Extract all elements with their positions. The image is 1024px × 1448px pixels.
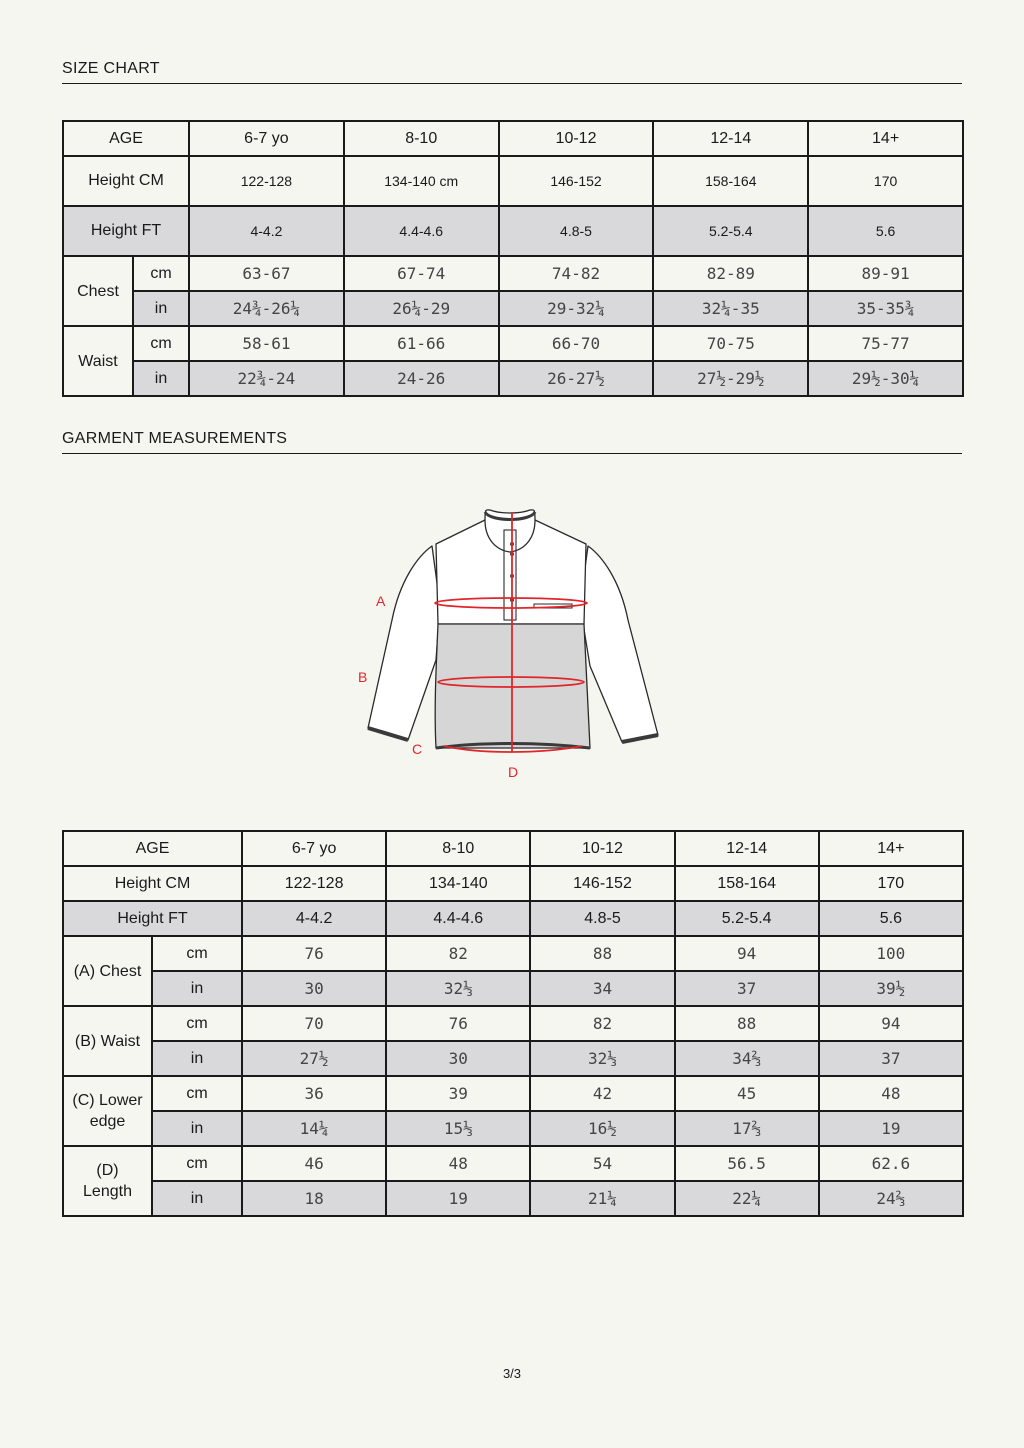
chest-in-cell: 39½ (819, 971, 963, 1006)
chest-cm-cell: 63-67 (189, 256, 344, 291)
length-in-cell: 19 (386, 1181, 530, 1216)
height-cm-cell: 146-152 (499, 156, 654, 206)
height-cm-cell: 122-128 (242, 866, 386, 901)
table-row (63, 1076, 963, 1111)
unit-in: in (152, 1041, 242, 1076)
table-row (63, 156, 963, 206)
waist-in-cell: 27½ (242, 1041, 386, 1076)
height-cm-cell: 158-164 (653, 156, 808, 206)
height-ft-cell: 4.4-4.6 (344, 206, 499, 256)
garment-measurements-table (62, 830, 964, 1217)
height-ft-cell: 4-4.2 (242, 901, 386, 936)
waist-in-cell: 27½-29½ (653, 361, 808, 396)
label-a: A (376, 593, 386, 609)
table-row (63, 206, 963, 256)
table-row (63, 1006, 963, 1041)
waist-cm-cell: 76 (386, 1006, 530, 1041)
lower-edge-label-line1: (C) Lower (72, 1092, 143, 1109)
table-row (63, 936, 963, 971)
age-cell: 10-12 (499, 121, 654, 156)
length-cm-cell: 62.6 (819, 1146, 963, 1181)
waist-in-cell: 26-27½ (499, 361, 654, 396)
table-row (63, 361, 963, 396)
lower-in-cell: 15⅓ (386, 1111, 530, 1146)
table-row (63, 866, 963, 901)
table-row (63, 1181, 963, 1216)
unit-cm: cm (133, 256, 189, 291)
waist-cm-cell: 82 (530, 1006, 674, 1041)
unit-cm: cm (152, 1076, 242, 1111)
waist-in-cell: 32⅓ (530, 1041, 674, 1076)
waist-in-cell: 22¾-24 (189, 361, 344, 396)
height-ft-cell: 4.8-5 (530, 901, 674, 936)
length-cm-cell: 54 (530, 1146, 674, 1181)
waist-cm-cell: 94 (819, 1006, 963, 1041)
chest-in-cell: 34 (530, 971, 674, 1006)
lower-in-cell: 19 (819, 1111, 963, 1146)
chest-in-cell: 35-35¾ (808, 291, 963, 326)
unit-in: in (152, 971, 242, 1006)
age-header: AGE (63, 831, 242, 866)
chest-cm-cell: 67-74 (344, 256, 499, 291)
lower-in-cell: 17⅔ (675, 1111, 819, 1146)
waist-cm-cell: 70 (242, 1006, 386, 1041)
chest-in-cell: 30 (242, 971, 386, 1006)
chest-cm-cell: 76 (242, 936, 386, 971)
waist-cm-cell: 58-61 (189, 326, 344, 361)
length-label-line1: (D) (96, 1162, 119, 1179)
height-cm-cell: 158-164 (675, 866, 819, 901)
table-row (63, 256, 963, 291)
chest-in-cell: 37 (675, 971, 819, 1006)
unit-cm: cm (152, 1146, 242, 1181)
lower-cm-cell: 42 (530, 1076, 674, 1111)
lower-in-cell: 16½ (530, 1111, 674, 1146)
waist-in-cell: 29½-30¼ (808, 361, 963, 396)
table-row (63, 326, 963, 361)
table-row (63, 1111, 963, 1146)
age-cell: 8-10 (344, 121, 499, 156)
waist-cm-cell: 70-75 (653, 326, 808, 361)
length-header (63, 1146, 152, 1216)
table-row (63, 291, 963, 326)
label-b: B (358, 669, 368, 685)
lower-cm-cell: 45 (675, 1076, 819, 1111)
height-cm-cell: 122-128 (189, 156, 344, 206)
waist-cm-cell: 88 (675, 1006, 819, 1041)
page-number: 3/3 (502, 1366, 522, 1381)
table-row (63, 831, 963, 866)
unit-in: in (133, 361, 189, 396)
height-ft-cell: 5.6 (808, 206, 963, 256)
size-chart-title: SIZE CHART (62, 60, 962, 84)
age-header: AGE (63, 121, 189, 156)
height-cm-cell: 170 (808, 156, 963, 206)
unit-in: in (152, 1181, 242, 1216)
chest-in-cell: 32⅓ (386, 971, 530, 1006)
table-row (63, 1146, 963, 1181)
lower-edge-header (63, 1076, 152, 1146)
label-c: C (412, 741, 423, 757)
age-cell: 14+ (819, 831, 963, 866)
age-cell: 12-14 (653, 121, 808, 156)
age-cell: 10-12 (530, 831, 674, 866)
unit-in: in (133, 291, 189, 326)
length-in-cell: 18 (242, 1181, 386, 1216)
unit-in: in (152, 1111, 242, 1146)
chest-in-cell: 29-32¼ (499, 291, 654, 326)
unit-cm: cm (133, 326, 189, 361)
table-row (63, 901, 963, 936)
height-ft-cell: 5.2-5.4 (675, 901, 819, 936)
chest-cm-cell: 74-82 (499, 256, 654, 291)
waist-header: Waist (63, 326, 133, 396)
chest-in-cell: 26¼-29 (344, 291, 499, 326)
lower-cm-cell: 36 (242, 1076, 386, 1111)
chest-header: (A) Chest (63, 936, 152, 1006)
lower-in-cell: 14¼ (242, 1111, 386, 1146)
waist-cm-cell: 75-77 (808, 326, 963, 361)
waist-cm-cell: 66-70 (499, 326, 654, 361)
length-cm-cell: 46 (242, 1146, 386, 1181)
height-ft-cell: 4.4-4.6 (386, 901, 530, 936)
left-sleeve-shape (368, 546, 440, 740)
waist-in-cell: 24-26 (344, 361, 499, 396)
lower-cm-cell: 39 (386, 1076, 530, 1111)
waist-header: (B) Waist (63, 1006, 152, 1076)
height-cm-cell: 134-140 cm (344, 156, 499, 206)
garment-measurements-title: GARMENT MEASUREMENTS (62, 430, 962, 454)
height-ft-cell: 4.8-5 (499, 206, 654, 256)
chest-cm-cell: 88 (530, 936, 674, 971)
age-cell: 12-14 (675, 831, 819, 866)
length-cm-cell: 56.5 (675, 1146, 819, 1181)
garment-diagram (340, 490, 680, 790)
chest-cm-cell: 100 (819, 936, 963, 971)
right-sleeve-shape (580, 546, 658, 742)
height-cm-header: Height CM (63, 156, 189, 206)
waist-in-cell: 37 (819, 1041, 963, 1076)
chest-header: Chest (63, 256, 133, 326)
length-in-cell: 24⅔ (819, 1181, 963, 1216)
table-row (63, 971, 963, 1006)
chest-cm-cell: 89-91 (808, 256, 963, 291)
unit-cm: cm (152, 936, 242, 971)
table-row (63, 1041, 963, 1076)
length-in-cell: 21¼ (530, 1181, 674, 1216)
chest-cm-cell: 82 (386, 936, 530, 971)
waist-in-cell: 34⅔ (675, 1041, 819, 1076)
lower-edge-label-line2: edge (89, 1113, 126, 1130)
length-label-line2: Length (83, 1183, 132, 1200)
height-ft-cell: 5.6 (819, 901, 963, 936)
age-cell: 6-7 yo (242, 831, 386, 866)
height-ft-header: Height FT (63, 901, 242, 936)
chest-cm-cell: 94 (675, 936, 819, 971)
waist-in-cell: 30 (386, 1041, 530, 1076)
age-cell: 8-10 (386, 831, 530, 866)
height-cm-cell: 146-152 (530, 866, 674, 901)
height-cm-header: Height CM (63, 866, 242, 901)
table-row (63, 121, 963, 156)
age-cell: 14+ (808, 121, 963, 156)
size-chart-table (62, 120, 964, 397)
unit-cm: cm (152, 1006, 242, 1041)
label-d: D (508, 764, 519, 780)
chest-in-cell: 32¼-35 (653, 291, 808, 326)
chest-in-cell: 24¾-26¼ (189, 291, 344, 326)
length-in-cell: 22¼ (675, 1181, 819, 1216)
age-cell: 6-7 yo (189, 121, 344, 156)
chest-cm-cell: 82-89 (653, 256, 808, 291)
height-ft-cell: 4-4.2 (189, 206, 344, 256)
height-ft-cell: 5.2-5.4 (653, 206, 808, 256)
lower-cm-cell: 48 (819, 1076, 963, 1111)
height-cm-cell: 134-140 (386, 866, 530, 901)
waist-cm-cell: 61-66 (344, 326, 499, 361)
length-cm-cell: 48 (386, 1146, 530, 1181)
height-ft-header: Height FT (63, 206, 189, 256)
height-cm-cell: 170 (819, 866, 963, 901)
